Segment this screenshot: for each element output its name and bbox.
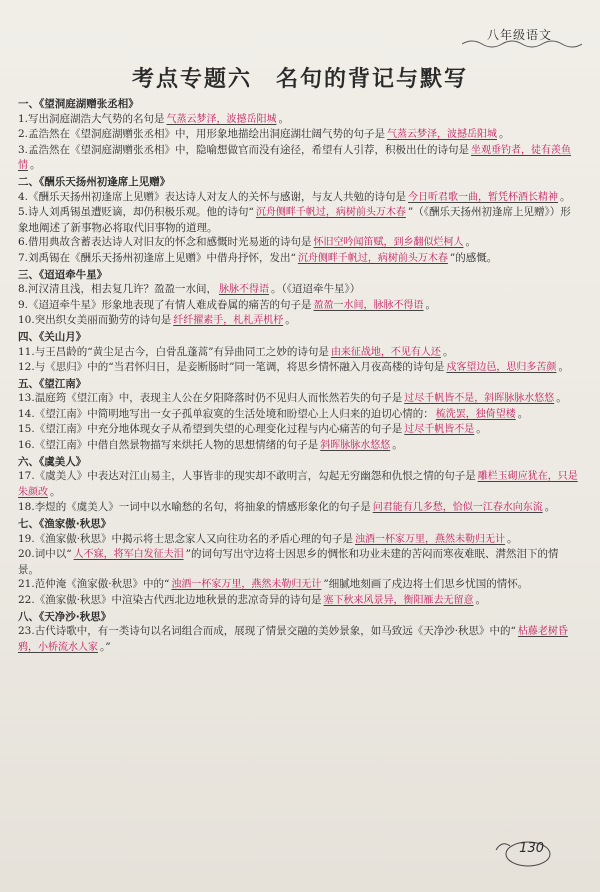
question-item	[18, 298, 578, 314]
section-heading: 六、《虞美人》	[18, 455, 87, 468]
question-text-end: 。	[50, 485, 61, 498]
section-heading: 七、《渔家傲·秋思》	[18, 518, 112, 531]
handwritten-answer: 沉舟侧畔千帆过，病树前头万木春	[297, 252, 448, 264]
question-item	[18, 345, 578, 361]
handwritten-answer: 脉脉不得语	[219, 284, 270, 296]
question-text: 19.《渔家傲·秋思》中揭示将士思念家人又向往功名的矛盾心理的句子是	[18, 532, 354, 545]
question-text: 10.突出织女美丽而勤劳的诗句是	[18, 314, 172, 327]
question-text: 3.孟浩然在《望洞庭湖赠张丞相》中，隐喻想做官而没有途径，希望有人引荐，积极出仕的诗句是	[18, 143, 470, 156]
handwritten-answer: 纤纤擢素手，札札弄机杼	[173, 315, 284, 327]
question-item	[18, 127, 578, 143]
question-text: 8.河汉清且浅，相去复几许？盈盈一水间，	[18, 283, 218, 296]
handwritten-answer: 斜晖脉脉水悠悠	[320, 440, 391, 452]
question-text-end: 。	[465, 236, 477, 249]
question-text-end: 。	[499, 128, 510, 141]
question-item	[18, 577, 578, 593]
question-text: 15.《望江南》中充分地体现女子从希望到失望的心理变化过程与内心痛苦的句子是	[18, 423, 403, 436]
question-item	[18, 624, 578, 655]
handwritten-answer: 过尽千帆皆不是	[404, 424, 475, 436]
question-text: 2.孟浩然在《望洞庭湖赠张丞相》中，用形象地描绘出洞庭湖壮阔气势的句子是	[18, 128, 386, 141]
section-heading: 五、《望江南》	[18, 377, 87, 390]
handwritten-answer: 问君能有几多愁，恰似一江春水向东流	[372, 502, 543, 514]
question-item	[18, 407, 578, 423]
question-text: 11.与王昌龄的“黄尘足古今，白骨乱蓬蒿”有异曲同工之妙的诗句是	[18, 345, 329, 358]
handwritten-answer: 过尽千帆皆不是，斜晖脉脉水悠悠	[404, 393, 555, 405]
question-text-end: 。	[278, 112, 290, 125]
question-text-end: 。	[560, 190, 571, 203]
question-text-end: 。（《迢迢牵牛星》）	[271, 283, 361, 296]
question-text: 23.古代诗歌中，有一类诗句以名词组合而成，展现了情景交融的美妙景象，如马致远《天净沙·秋思》中的“	[18, 625, 516, 638]
handwritten-answer: 戍客望边邑，思归多苦颜	[446, 362, 557, 374]
question-text-end: 。	[30, 159, 41, 172]
question-list	[18, 96, 578, 655]
question-text-end: 。	[476, 423, 487, 436]
question-text: 6.借用典故含蓄表达诗人对旧友的怀念和感慨时光易逝的诗句是	[18, 236, 312, 249]
question-text: 12.与《思归》中的“当君怀归日，是妾断肠时”同一笔调，将思乡情怀融入月夜高楼的诗句是	[18, 361, 445, 374]
handwritten-answer: 梳洗罢，独倚望楼	[435, 408, 516, 420]
question-item	[18, 205, 578, 235]
question-item	[18, 391, 578, 407]
question-item	[18, 532, 578, 548]
section-heading: 一、《望洞庭湖赠张丞相》	[18, 98, 139, 110]
question-text-end: 。	[556, 392, 567, 405]
question-text-end: 。	[425, 298, 437, 311]
question-item	[18, 282, 578, 298]
question-text-end: 。	[392, 439, 403, 452]
question-text-end: 。	[285, 314, 296, 327]
question-item	[18, 112, 578, 128]
question-item	[18, 422, 578, 438]
question-text-end: 。	[507, 532, 518, 545]
section-heading: 二、《酬乐天扬州初逢席上见赠》	[18, 175, 171, 188]
handwritten-answer: 气蒸云梦泽，波撼岳阳城	[166, 113, 277, 125]
question-text-end: 。	[544, 501, 556, 514]
question-text: 4.《酬乐天扬州初逢席上见赠》表达诗人对友人的关怀与感谢，与友人共勉的诗句是	[18, 190, 407, 203]
question-text: 18.李煜的《虞美人》一词中以水喻愁的名句，将抽象的情感形象化的句子是	[18, 501, 371, 514]
question-text-end: ”的感慨。	[449, 251, 498, 264]
question-text: 13.温庭筠《望江南》中，表现主人公在夕阳降落时仍不见归人而怅然若失的句子是	[18, 392, 403, 405]
question-item	[18, 313, 578, 329]
question-item	[18, 593, 578, 609]
question-text: 14.《望江南》中简明地写出一女子孤单寂寞的生活处境和盼望心上人归来的迫切心情的：	[18, 407, 434, 420]
question-item	[18, 469, 578, 500]
section-heading: 三、《迢迢牵牛星》	[18, 268, 108, 281]
question-text-end: 。	[517, 407, 529, 420]
handwritten-answer: 人不寐，将军白发征夫泪	[73, 549, 184, 561]
page-number: 130	[519, 841, 544, 856]
question-text: 5.诗人刘禹锡虽遭贬谪，却仍积极乐观。他的诗句“	[18, 206, 254, 219]
handwritten-answer: 由来征战地，不见有人还	[330, 346, 441, 358]
question-text: 16.《望江南》中借自然景物描写来烘托人物的思想情绪的句子是	[18, 439, 319, 452]
handwritten-answer: 盈盈一水间，脉脉不得语	[313, 299, 424, 311]
handwritten-answer: 气蒸云梦泽，波撼岳阳城	[387, 129, 498, 141]
grade-subject-tag: 八年级语文	[486, 28, 552, 42]
handwritten-answer: 坐观垂钓者，徒有羡鱼情	[18, 144, 572, 172]
question-text: 17.《虞美人》中表达对江山易主，人事皆非的现实却不敢明言，勾起无穷幽怨和仇恨之情的句子是	[18, 470, 476, 483]
question-item	[18, 438, 578, 454]
question-text: 20.词中以“	[18, 548, 72, 561]
question-item	[18, 547, 578, 577]
question-text: 21.范仲淹《渔家傲·秋思》中的“	[18, 578, 170, 591]
header-wave-decoration	[462, 38, 582, 48]
question-text-end: ”细腻地刻画了戍边将士们思乡忧国的情怀。	[323, 578, 529, 591]
question-text-end: 。”	[100, 640, 111, 653]
question-text: 7.刘禹锡在《酬乐天扬州初逢席上见赠》中借舟抒怀，发出“	[18, 251, 296, 264]
question-item	[18, 500, 578, 516]
question-text-end: 。	[442, 345, 454, 358]
handwritten-answer: 浊酒一杯家万里，燕然未勒归无计	[355, 533, 506, 545]
question-item	[18, 251, 578, 267]
question-text-end: 。	[475, 594, 487, 606]
section-heading: 八、《天净沙·秋思》	[18, 610, 112, 623]
handwritten-answer: 今日听君歌一曲，暂凭杯酒长精神	[408, 191, 559, 203]
question-item	[18, 143, 578, 174]
question-item	[18, 235, 578, 251]
handwritten-answer: 枯藤老树昏鸦，小桥流水人家	[18, 626, 568, 653]
handwritten-answer: 浊酒一杯家万里，燕然未勒归无计	[171, 579, 322, 591]
question-text: 22.《渔家傲·秋思》中渲染古代西北边地秋景的悲凉奇异的诗句是	[18, 594, 322, 606]
question-text: 1.写出洞庭湖浩大气势的名句是	[18, 112, 165, 125]
handwritten-answer: 怀旧空吟闻笛赋，到乡翻似烂柯人	[313, 237, 464, 249]
question-text-end: ”（《酬乐天扬州初逢席上见赠》）形象地阐述了新事物必将取代旧事物的道理。	[18, 206, 571, 234]
handwritten-answer: 沉舟侧畔千帆过，病树前头万木春	[255, 207, 406, 219]
question-text-end: ”的词句写出守边将士因思乡的惆怅和功业未建的苦闷而寒夜难眠、潸然泪下的情景。	[18, 548, 559, 576]
question-text-end: 。	[558, 361, 569, 374]
handwritten-answer: 雕栏玉砌应犹在，只是朱颜改	[18, 471, 578, 498]
handwritten-answer: 塞下秋来风景异，衡阳雁去无留意	[323, 595, 474, 606]
section-heading: 四、《关山月》	[18, 330, 87, 343]
question-item	[18, 190, 578, 206]
question-text: 9.《迢迢牵牛星》形象地表现了有情人难成眷属的痛苦的句子是	[18, 298, 312, 311]
page-title: 考点专题六 名句的背记与默写	[131, 66, 468, 92]
question-item	[18, 360, 578, 376]
